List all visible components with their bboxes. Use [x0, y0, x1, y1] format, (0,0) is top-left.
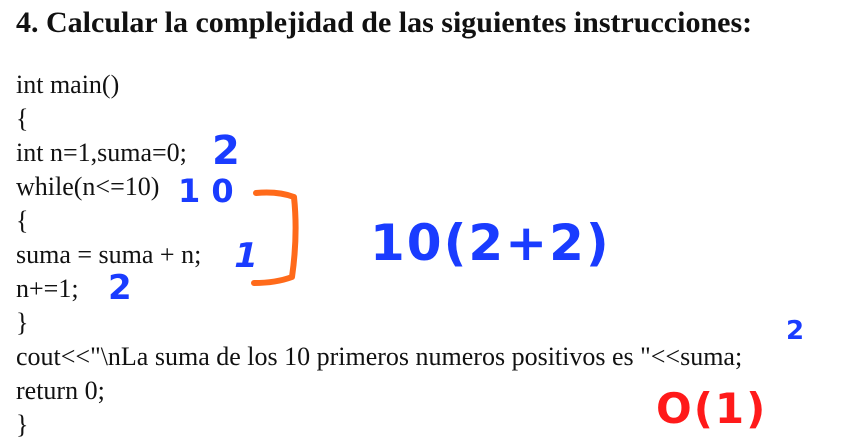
code-line-while: while(n<=10)	[16, 172, 160, 201]
code-line-open-brace: {	[16, 104, 29, 133]
code-line-cout: cout<<"\nLa suma de los 10 primeros numeros positivos es "<<suma;	[16, 342, 743, 371]
code-line-loop-open: {	[16, 206, 29, 235]
annotation-sum-cost: 1	[229, 236, 262, 276]
code-line-increment: n+=1;	[16, 274, 79, 303]
code-line-main: int main()	[16, 70, 120, 99]
annotation-loop-total: 10(2+2)	[370, 214, 611, 272]
exercise-title: 4. Calcular la complejidad de las siguientes instrucciones:	[16, 6, 753, 39]
loop-bracket-mark	[250, 185, 310, 295]
code-line-return: return 0;	[16, 376, 105, 405]
code-line-sum: suma = suma + n;	[16, 240, 202, 269]
annotation-complexity: O(1)	[656, 384, 768, 433]
annotation-decl-cost: 2	[212, 128, 240, 174]
code-line-close-brace: }	[16, 410, 29, 439]
annotation-cout-cost: 2	[786, 316, 805, 346]
annotation-while-cost: 1 0	[178, 172, 234, 210]
code-line-declaration: int n=1,suma=0;	[16, 138, 187, 167]
annotation-inc-cost: 2	[108, 268, 132, 308]
code-line-loop-close: }	[16, 308, 29, 337]
